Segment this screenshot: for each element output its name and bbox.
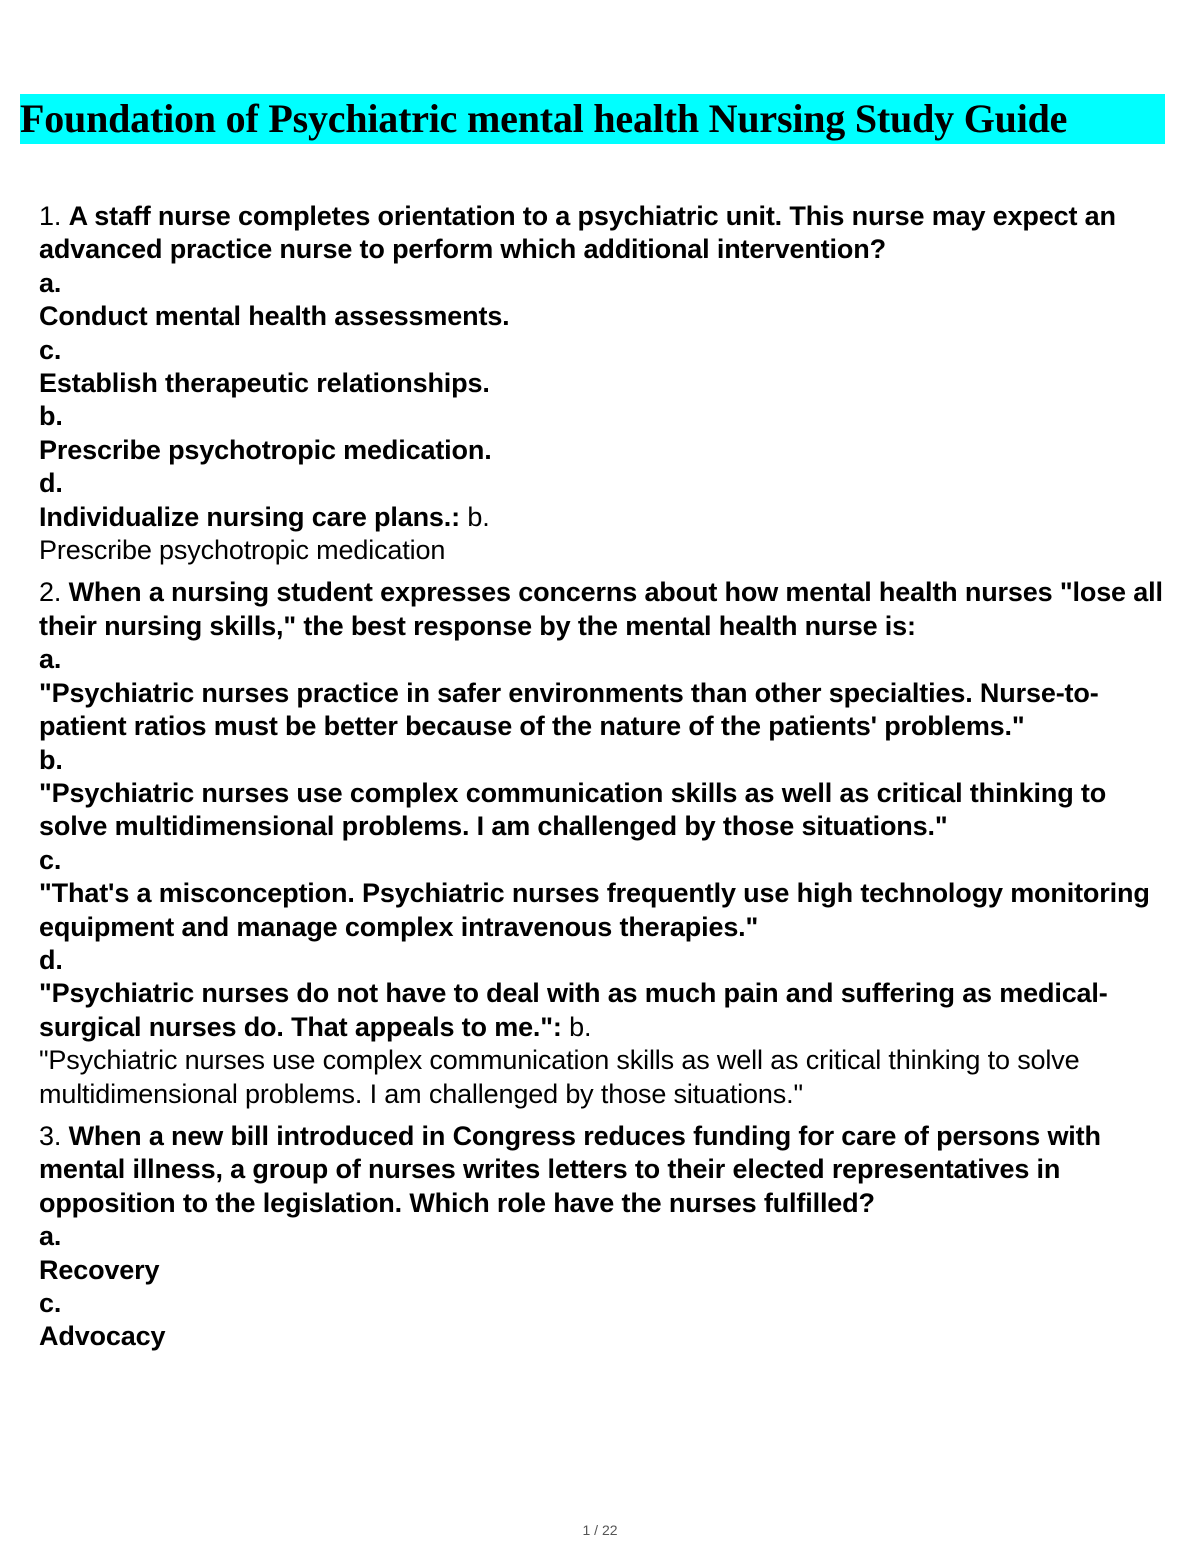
answer-letter: b. xyxy=(467,501,490,532)
option-text: "Psychiatric nurses do not have to deal with as much pain and suffering as medical-surgical nurses do. That appeals to me.": xyxy=(39,978,1108,1042)
last-option-with-answer xyxy=(39,501,1169,568)
option-letter: c. xyxy=(39,334,62,365)
page-number: 1 / 22 xyxy=(582,1522,618,1538)
last-option-with-answer xyxy=(39,977,1169,1111)
question-text: When a new bill introduced in Congress reduces funding for care of persons with mental illness, a group of nurses writes letters to their elected representatives in opposition to the legislation. Which role have the nurses fulfilled? xyxy=(39,1120,1101,1218)
option-text: "Psychiatric nurses practice in safer environments than other specialties. Nurse-to-patient ratios must be better because of the nature of the patients' problems." xyxy=(39,677,1099,742)
question-3 xyxy=(39,1120,1169,1354)
answer-letter: b. xyxy=(569,1011,592,1042)
option-letter: a. xyxy=(39,1221,62,1252)
document-body xyxy=(39,200,1169,1363)
question-2 xyxy=(39,576,1169,1111)
option-text: Conduct mental health assessments. xyxy=(39,301,510,332)
answer-text: "Psychiatric nurses use complex communication skills as well as critical thinking to solve multidimensional problems. I am challenged by those situations." xyxy=(39,1045,1080,1109)
question-1 xyxy=(39,200,1169,567)
question-number: 2. xyxy=(39,577,62,608)
option-text: Establish therapeutic relationships. xyxy=(39,368,490,399)
option-text: Advocacy xyxy=(39,1321,166,1352)
answer-text: Prescribe psychotropic medication xyxy=(39,535,446,566)
option-letter: a. xyxy=(39,644,62,675)
question-number: 1. xyxy=(39,201,62,231)
option-letter: a. xyxy=(39,267,62,298)
question-text: When a nursing student expresses concerns about how mental health nurses "lose all their nursing skills," the best response by the mental health nurse is: xyxy=(39,577,1163,641)
option-text: Recovery xyxy=(39,1254,160,1285)
option-letter: d. xyxy=(39,944,63,975)
option-letter: d. xyxy=(39,468,63,499)
option-letter: b. xyxy=(39,744,63,775)
question-number: 3. xyxy=(39,1120,62,1151)
page-title: Foundation of Psychiatric mental health Nursing Study Guide xyxy=(20,94,1165,144)
question-text: A staff nurse completes orientation to a psychiatric unit. This nurse may expect an advanced practice nurse to perform which additional intervention? xyxy=(39,201,1116,265)
option-text: Individualize nursing care plans.: xyxy=(39,501,460,532)
option-letter: c. xyxy=(39,1288,62,1318)
option-text: "That's a misconception. Psychiatric nurses frequently use high technology monitoring equipment and manage complex intravenous therapies." xyxy=(39,878,1150,942)
option-letter: b. xyxy=(39,401,63,432)
option-text: Prescribe psychotropic medication. xyxy=(39,434,492,465)
option-text: "Psychiatric nurses use complex communication skills as well as critical thinking to solve multidimensional problems. I am challenged by those situations." xyxy=(39,777,1107,842)
option-letter: c. xyxy=(39,844,62,875)
